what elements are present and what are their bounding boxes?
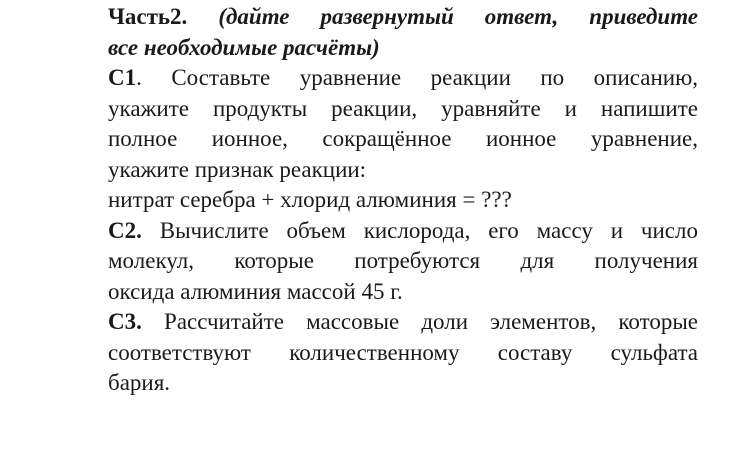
task-c1-text-2: укажите продукты реакции, уравняйте и напишите	[108, 95, 698, 121]
part-subtitle-line1: (дайте развернутый ответ, приведите	[218, 4, 699, 29]
task-c3-text-1: Рассчитайте массовые доли элементов, которые	[141, 309, 698, 334]
task-c3-line2	[108, 338, 698, 369]
task-c1-text-1: . Составьте уравнение реакции по описанию,	[136, 65, 698, 90]
part-heading-line1	[108, 2, 698, 33]
task-c1-text-5: нитрат серебра + хлорид алюминия = ???	[108, 187, 512, 212]
task-c1-line4	[108, 155, 698, 186]
task-c1-line3	[108, 124, 698, 155]
part-title: Часть2.	[108, 4, 188, 29]
document-page	[108, 2, 698, 399]
task-c3-text-3: бария.	[108, 370, 171, 395]
task-c2-text-3: оксида алюминия массой 45 г.	[108, 278, 403, 304]
task-c2-line3	[108, 277, 698, 308]
task-c2-line1	[108, 216, 698, 247]
task-c3-label: С3.	[108, 309, 142, 334]
task-c1-line5	[108, 185, 698, 216]
part-heading-line2	[108, 33, 698, 64]
task-c2-label: С2.	[108, 217, 142, 243]
task-c1-text-4: укажите признак реакции:	[108, 156, 367, 182]
task-c1-text-3: полное ионное, сокращённое ионное уравнение,	[108, 126, 698, 151]
task-c3-text-2: соответствуют количественному составу сульфата	[108, 339, 698, 365]
task-c2-text-1: Вычислите объем кислорода, его массу и число	[141, 217, 698, 243]
task-c3-line1	[108, 307, 698, 338]
task-c1-line1	[108, 63, 698, 94]
task-c2-line2	[108, 246, 698, 277]
part-subtitle-line2: все необходимые расчёты)	[108, 34, 380, 60]
task-c3-line3	[108, 368, 698, 399]
task-c1-label: С1	[108, 65, 137, 90]
task-c2-text-2: молекул, которые потребуются для получения	[108, 248, 698, 273]
task-c1-line2	[108, 94, 698, 125]
